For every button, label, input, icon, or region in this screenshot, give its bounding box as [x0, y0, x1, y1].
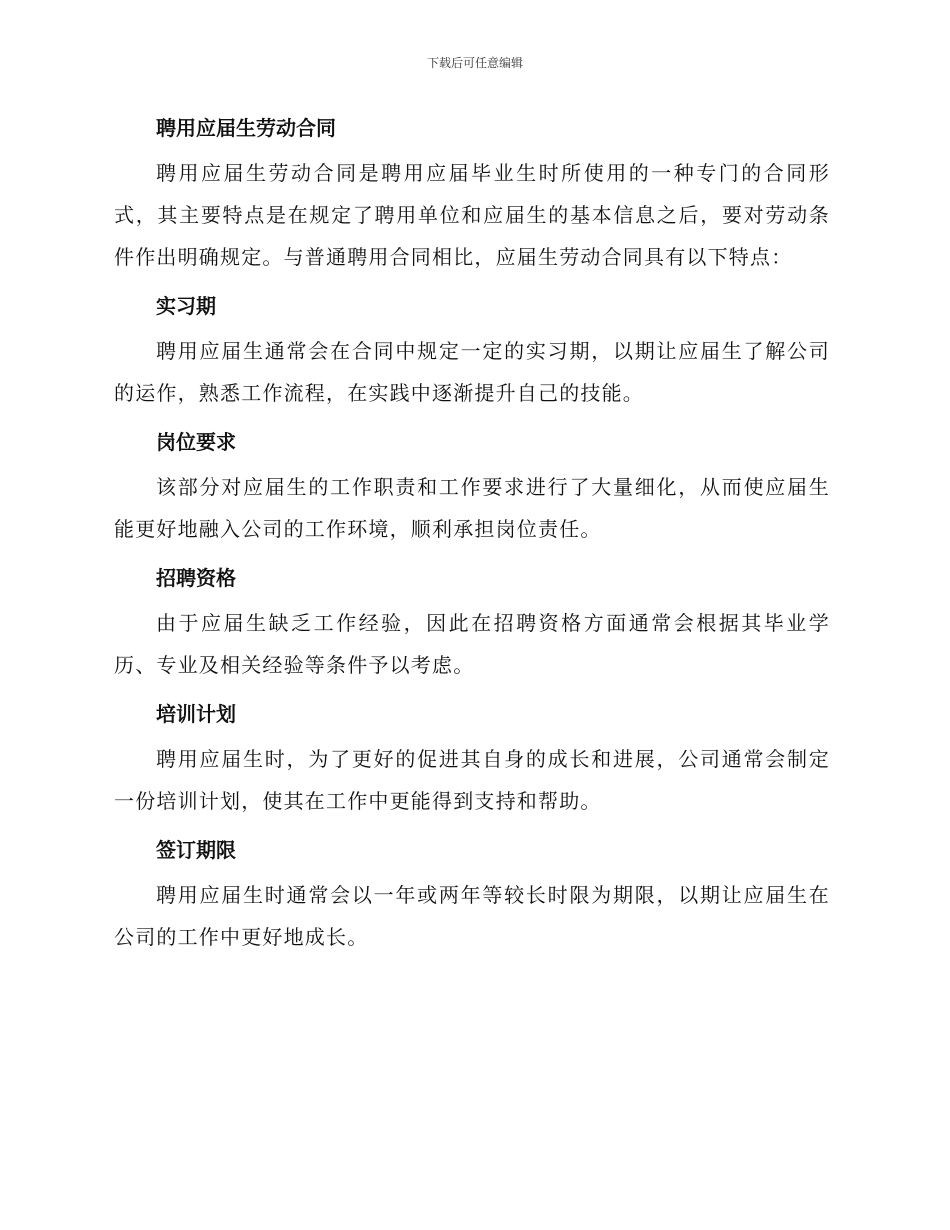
section-job-requirements — [114, 422, 830, 550]
section-paragraph: 聘用应届生时，为了更好的促进其自身的成长和进展，公司通常会制定一份培训计划，使其在工作中更能得到支持和帮助。 — [114, 747, 830, 813]
section-paragraph: 聘用应届生时通常会以一年或两年等较长时限为期限，以期让应届生在公司的工作中更好地成长。 — [114, 883, 830, 949]
section-heading: 培训计划 — [156, 702, 236, 726]
section-heading: 实习期 — [156, 294, 216, 318]
document-body — [114, 108, 830, 966]
intro-paragraph: 聘用应届生劳动合同是聘用应届毕业生时所使用的一种专门的合同形式，其主要特点是在规定了聘用单位和应届生的基本信息之后，要对劳动条件作出明确规定。与普通聘用合同相比，应届生劳动合同具有以下特点： — [114, 161, 830, 269]
section-paragraph: 由于应届生缺乏工作经验，因此在招聘资格方面通常会根据其毕业学历、专业及相关经验等条件予以考虑。 — [114, 611, 830, 677]
section-contract-term — [114, 830, 830, 958]
section-heading: 招聘资格 — [156, 566, 236, 590]
section-paragraph: 该部分对应届生的工作职责和工作要求进行了大量细化，从而使应届生能更好地融入公司的工作环境，顺利承担岗位责任。 — [114, 475, 830, 541]
header-note: 下载后可任意编辑 — [426, 56, 523, 70]
section-heading: 签订期限 — [156, 838, 236, 862]
section-training-plan — [114, 694, 830, 822]
section-qualifications — [114, 558, 830, 686]
section-heading: 岗位要求 — [156, 430, 236, 454]
section-internship — [114, 286, 830, 414]
document-title: 聘用应届生劳动合同 — [156, 116, 336, 140]
section-paragraph: 聘用应届生通常会在合同中规定一定的实习期，以期让应届生了解公司的运作，熟悉工作流程，在实践中逐渐提升自己的技能。 — [114, 339, 830, 405]
